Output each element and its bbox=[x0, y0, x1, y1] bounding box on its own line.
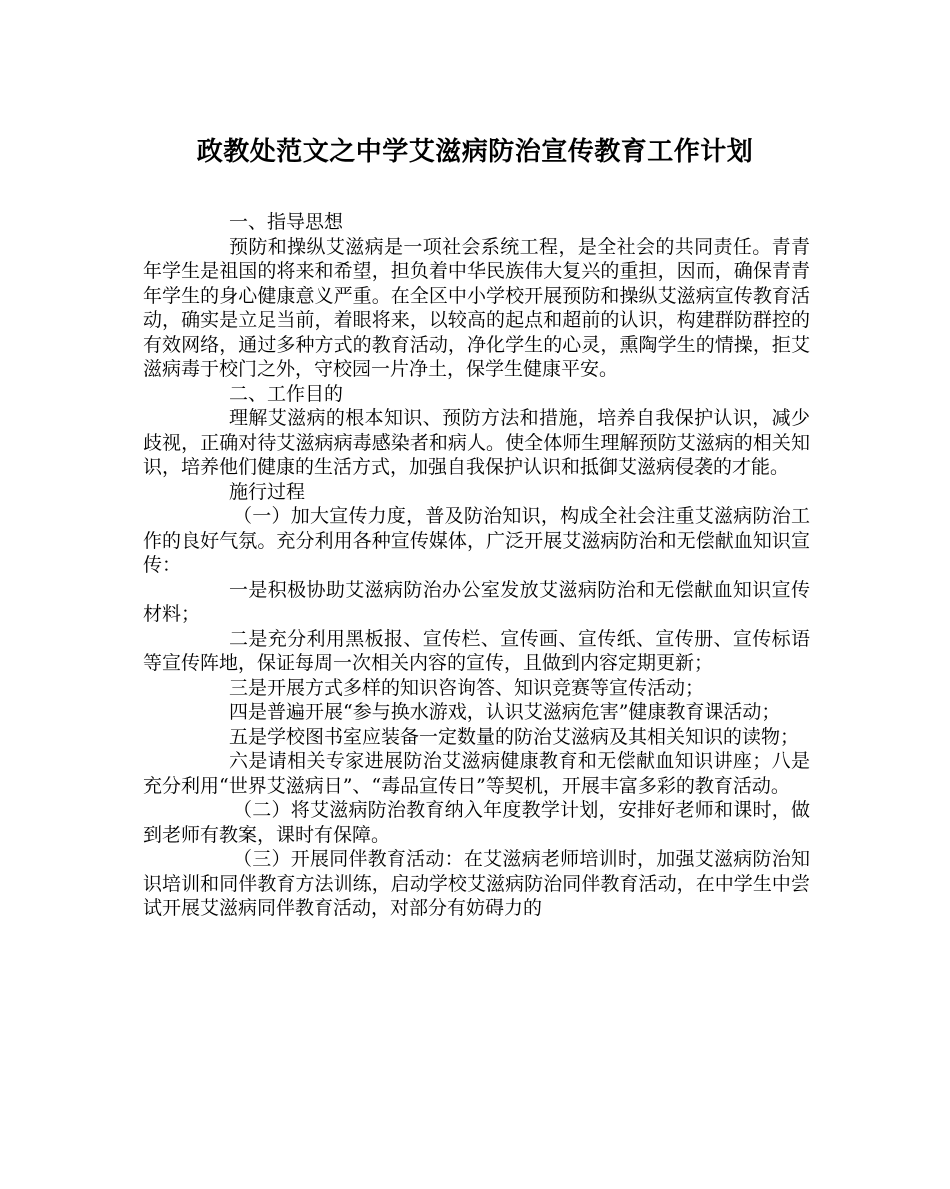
section-heading-work-goals: 二、工作目的 bbox=[229, 382, 344, 405]
paragraph-work-goals: 理解艾滋病的根本知识、预防方法和措施，培养自我保护认识，减少歧视，正确对待艾滋病病毒感染者和病人。使全体师生理解预防艾滋病的相关知识，培养他们健康的生活方式，加强自我保护认识和抵御艾滋病侵袭的才能。 bbox=[143, 407, 810, 478]
section-heading-guiding-ideology: 一、指导思想 bbox=[229, 211, 344, 233]
paragraph-subitem-6: 六是请相关专家进展防治艾滋病健康教育和无偿献血知识讲座；八是充分利用“世界艾滋病日”、“毒品宣传日”等契机，开展丰富多彩的教育活动。 bbox=[143, 750, 810, 797]
paragraph-item-1: （一）加大宣传力度，普及防治知识，构成全社会注重艾滋病防治工作的良好气氛。充分利用各种宣传媒体，广泛开展艾滋病防治和无偿献血知识宣传： bbox=[143, 505, 810, 576]
paragraph-subitem-4: 四是普遍开展“参与换水游戏，认识艾滋病危害”健康教育课活动； bbox=[229, 701, 781, 723]
section-heading-implementation: 施行过程 bbox=[229, 480, 306, 503]
paragraph-subitem-3: 三是开展方式多样的知识咨询答、知识竞赛等宣传活动； bbox=[229, 676, 705, 699]
paragraph-subitem-5: 五是学校图书室应装备一定数量的防治艾滋病及其相关知识的读物； bbox=[229, 725, 800, 748]
paragraph-guiding-ideology: 预防和操纵艾滋病是一项社会系统工程，是全社会的共同责任。青青年学生是祖国的将来和希望，担负着中华民族伟大复兴的重担，因而，确保青青年学生的身心健康意义严重。在全区中小学校开展预防和操纵艾滋病宣传教育活动，确实是立足当前，着眼将来，以较高的起点和超前的认识，构建群防群控的有效网络，通过多种方式的教育活动，净化学生的心灵，熏陶学生的情操，拒艾滋病毒于校门之外，守校园一片净土，保学生健康平安。 bbox=[143, 235, 810, 380]
paragraph-subitem-2: 二是充分利用黑板报、宣传栏、宣传画、宣传纸、宣传册、宣传标语等宣传阵地，保证每周一次相关内容的宣传，且做到内容定期更新； bbox=[143, 627, 810, 674]
paragraph-item-2: （二）将艾滋病防治教育纳入年度教学计划，安排好老师和课时，做到老师有教案，课时有保障。 bbox=[143, 799, 810, 846]
paragraph-item-3: （三）开展同伴教育活动：在艾滋病老师培训时，加强艾滋病防治知识培训和同伴教育方法训练，启动学校艾滋病防治同伴教育活动，在中学生中尝试开展艾滋病同伴教育活动，对部分有妨碍力的 bbox=[143, 848, 810, 919]
document-title: 政教处范文之中学艾滋病防治宣传教育工作计划 bbox=[196, 137, 754, 167]
document-body bbox=[143, 210, 810, 921]
paragraph-subitem-1: 一是积极协助艾滋病防治办公室发放艾滋病防治和无偿献血知识宣传材料； bbox=[143, 578, 810, 625]
